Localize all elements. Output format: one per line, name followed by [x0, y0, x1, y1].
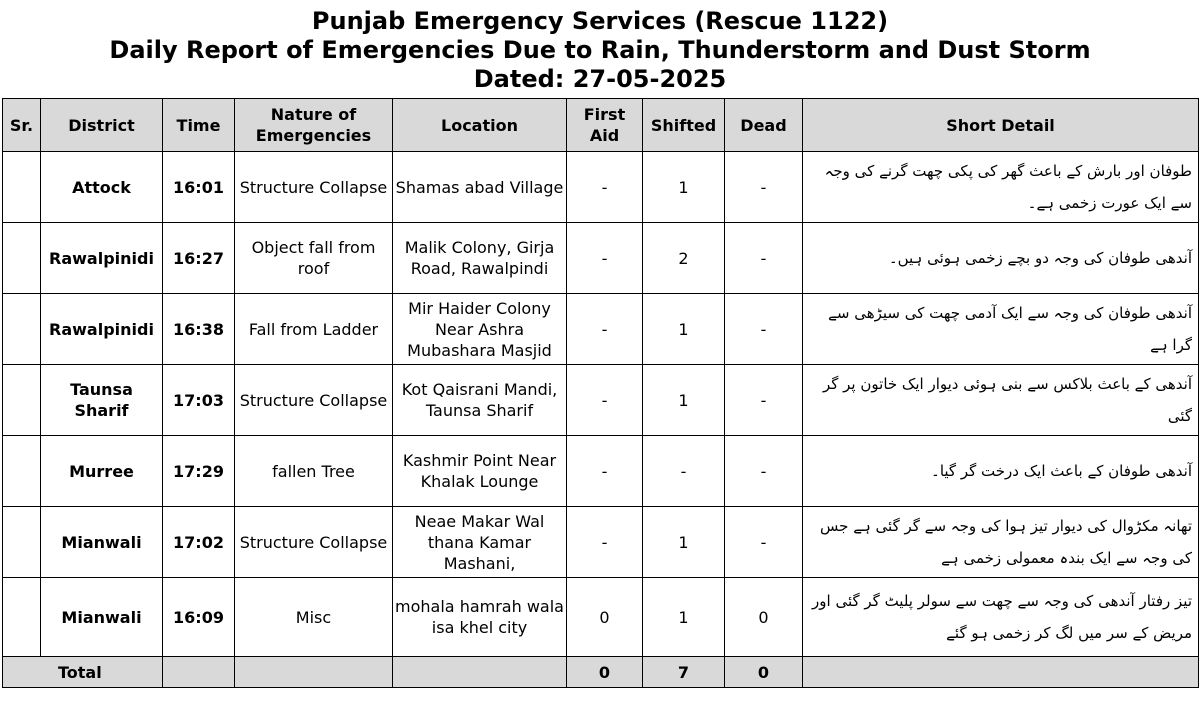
- report-date: Dated: 27-05-2025: [473, 65, 727, 93]
- district-cell: Attock: [41, 152, 163, 223]
- col-header-sr: Sr.: [3, 99, 41, 152]
- col-header-location: Location: [393, 99, 567, 152]
- col-header-detail: Short Detail: [803, 99, 1199, 152]
- total-label: Total: [3, 657, 163, 688]
- location-cell: mohala hamrah wala isa khel city: [393, 578, 567, 657]
- table-row: [3, 223, 1199, 294]
- shifted-cell: 1: [643, 578, 725, 657]
- short-detail-cell: آندھی طوفان کی وجہ سے ایک آدمی چھت کی سیڑھی سے گرا ہے: [803, 294, 1199, 365]
- nature-cell: Structure Collapse: [235, 507, 393, 578]
- short-detail-cell: تیز رفتار آندھی کی وجہ سے چھت سے سولر پلیٹ گر گئی اور مریض کے سر میں لگ کر زخمی ہو گئے: [803, 578, 1199, 657]
- location-cell: Shamas abad Village: [393, 152, 567, 223]
- table-row: [3, 365, 1199, 436]
- col-header-district: District: [41, 99, 163, 152]
- district-cell: Taunsa Sharif: [41, 365, 163, 436]
- sr-cell: [3, 223, 41, 294]
- sr-cell: [3, 578, 41, 657]
- total-empty-cell: [803, 657, 1199, 688]
- total-row: [3, 657, 1199, 688]
- short-detail-cell: تھانہ مکڑوال کی دیوار تیز ہوا کی وجہ سے گر گئی ہے جس کی وجہ سے ایک بندہ معمولی زخمی ہے: [803, 507, 1199, 578]
- district-cell: Mianwali: [41, 507, 163, 578]
- time-cell: 16:27: [163, 223, 235, 294]
- shifted-cell: 1: [643, 152, 725, 223]
- location-cell: Kashmir Point Near Khalak Lounge: [393, 436, 567, 507]
- dead-cell: 0: [725, 578, 803, 657]
- short-detail-cell: آندھی کے باعث بلاکس سے بنی ہوئی دیوار ایک خاتون پر گر گئی: [803, 365, 1199, 436]
- sr-cell: [3, 294, 41, 365]
- sr-cell: [3, 152, 41, 223]
- time-cell: 16:09: [163, 578, 235, 657]
- location-cell: Neae Makar Wal thana Kamar Mashani,: [393, 507, 567, 578]
- dead-cell: -: [725, 223, 803, 294]
- report-subtitle: Daily Report of Emergencies Due to Rain, Thunderstorm and Dust Storm: [109, 36, 1091, 64]
- table-header-row: [3, 99, 1199, 152]
- total-shifted: 7: [643, 657, 725, 688]
- table-row: [3, 152, 1199, 223]
- total-empty-cell: [393, 657, 567, 688]
- time-cell: 17:02: [163, 507, 235, 578]
- dead-cell: -: [725, 507, 803, 578]
- shifted-cell: 1: [643, 294, 725, 365]
- sr-cell: [3, 436, 41, 507]
- district-cell: Mianwali: [41, 578, 163, 657]
- time-cell: 16:38: [163, 294, 235, 365]
- district-cell: Rawalpinidi: [41, 294, 163, 365]
- nature-cell: fallen Tree: [235, 436, 393, 507]
- location-cell: Kot Qaisrani Mandi, Taunsa Sharif: [393, 365, 567, 436]
- first-aid-cell: -: [567, 223, 643, 294]
- dead-cell: -: [725, 294, 803, 365]
- shifted-cell: 2: [643, 223, 725, 294]
- report-header: [0, 0, 1200, 98]
- nature-cell: Misc: [235, 578, 393, 657]
- district-cell: Rawalpinidi: [41, 223, 163, 294]
- first-aid-cell: -: [567, 507, 643, 578]
- short-detail-cell: آندھی طوفان کے باعث ایک درخت گر گیا۔: [803, 436, 1199, 507]
- location-cell: Mir Haider Colony Near Ashra Mubashara Masjid: [393, 294, 567, 365]
- dead-cell: -: [725, 365, 803, 436]
- short-detail-cell: آندھی طوفان کی وجہ دو بچے زخمی ہوئی ہیں۔: [803, 223, 1199, 294]
- first-aid-cell: -: [567, 294, 643, 365]
- report-title: Punjab Emergency Services (Rescue 1122): [311, 7, 889, 35]
- shifted-cell: -: [643, 436, 725, 507]
- sr-cell: [3, 507, 41, 578]
- col-header-dead: Dead: [725, 99, 803, 152]
- first-aid-cell: -: [567, 365, 643, 436]
- col-header-nature: Nature of Emergencies: [235, 99, 393, 152]
- short-detail-cell: طوفان اور بارش کے باعث گھر کی پکی چھت گرنے کی وجہ سے ایک عورت زخمی ہے۔: [803, 152, 1199, 223]
- table-row: [3, 578, 1199, 657]
- nature-cell: Fall from Ladder: [235, 294, 393, 365]
- table-row: [3, 436, 1199, 507]
- time-cell: 16:01: [163, 152, 235, 223]
- nature-cell: Structure Collapse: [235, 152, 393, 223]
- table-row: [3, 507, 1199, 578]
- total-first-aid: 0: [567, 657, 643, 688]
- time-cell: 17:29: [163, 436, 235, 507]
- emergency-report-table: [2, 98, 1199, 688]
- first-aid-cell: -: [567, 152, 643, 223]
- sr-cell: [3, 365, 41, 436]
- total-empty-cell: [235, 657, 393, 688]
- dead-cell: -: [725, 436, 803, 507]
- nature-cell: Object fall from roof: [235, 223, 393, 294]
- table-row: [3, 294, 1199, 365]
- total-empty-cell: [163, 657, 235, 688]
- total-dead: 0: [725, 657, 803, 688]
- time-cell: 17:03: [163, 365, 235, 436]
- district-cell: Murree: [41, 436, 163, 507]
- col-header-first-aid: First Aid: [567, 99, 643, 152]
- nature-cell: Structure Collapse: [235, 365, 393, 436]
- first-aid-cell: -: [567, 436, 643, 507]
- first-aid-cell: 0: [567, 578, 643, 657]
- col-header-time: Time: [163, 99, 235, 152]
- shifted-cell: 1: [643, 365, 725, 436]
- dead-cell: -: [725, 152, 803, 223]
- location-cell: Malik Colony, Girja Road, Rawalpindi: [393, 223, 567, 294]
- shifted-cell: 1: [643, 507, 725, 578]
- col-header-shifted: Shifted: [643, 99, 725, 152]
